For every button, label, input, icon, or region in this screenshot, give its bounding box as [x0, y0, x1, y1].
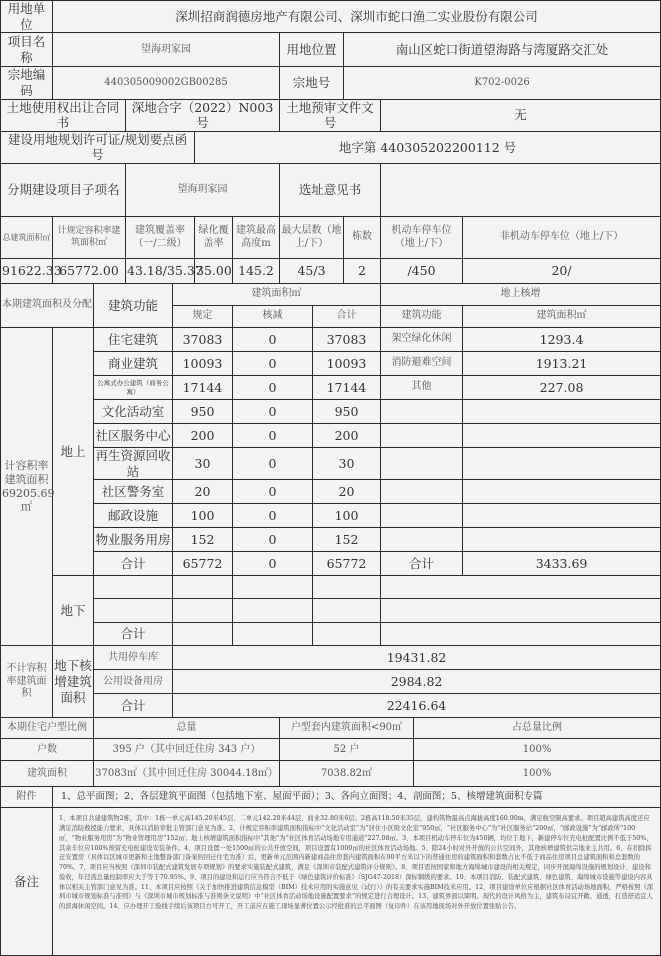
empty-cell [94, 576, 173, 599]
location-label: 用地位置 [280, 33, 344, 67]
total-cell: 100 [313, 504, 381, 528]
empty-cell [233, 599, 313, 623]
extra-area-cell: 1913.21 [463, 352, 661, 376]
cut-cell: 0 [233, 528, 313, 552]
above-ground-label: 地上 [53, 328, 94, 576]
cut-cell: 0 [233, 448, 313, 480]
stat-header: 机动车停车位（地上/下） [381, 217, 463, 259]
total-cell: 37083 [313, 328, 381, 352]
above-total-label: 合计 [94, 552, 173, 576]
extra-function-cell [381, 480, 463, 504]
cut-cell: 0 [233, 376, 313, 400]
extra-area-cell [463, 504, 661, 528]
empty-cell [313, 576, 381, 599]
project-name-label: 项目名称 [1, 33, 53, 67]
households-small: 52 户 [280, 739, 414, 761]
cut-total: 0 [233, 552, 313, 576]
total-cell: 30 [313, 448, 381, 480]
extra-area-cell [463, 400, 661, 424]
stat-header: 总建筑面积㎡ [1, 217, 53, 259]
far-area-label: 计容积率建筑面积 69205.69㎡ [1, 328, 53, 646]
households-label: 户数 [1, 739, 94, 761]
total-cell: 10093 [313, 352, 381, 376]
extra-total: 3433.69 [463, 552, 661, 576]
total-cell: 950 [313, 400, 381, 424]
stat-header: 栋数 [344, 217, 381, 259]
empty-cell [381, 623, 661, 646]
unit-ratio-header: 占总量比例 [414, 718, 661, 739]
function-cell: 社区警务室 [94, 480, 173, 504]
extra-function-cell: 消防避难空间 [381, 352, 463, 376]
function-header: 建筑功能 [94, 284, 173, 328]
permit-label: 建设用地规划许可证/规划要点函号 [1, 131, 195, 163]
extra-area-header: 建筑面积㎡ [463, 306, 661, 328]
floor-area-total: 37083㎡（其中回迁住房 30044.18㎡） [94, 761, 280, 787]
spec-cell: 200 [173, 424, 233, 448]
attachments-label: 附件 [1, 787, 53, 808]
non-far-label: 不计容积率建筑面积 [1, 646, 53, 718]
extra-function-header: 建筑功能 [381, 306, 463, 328]
cut-cell: 0 [233, 328, 313, 352]
subproject-value: 望海玥家园 [126, 164, 280, 217]
site-opinion-value [381, 164, 661, 217]
spec-cell: 10093 [173, 352, 233, 376]
stat-value: 91622.33 [1, 259, 53, 284]
spec-cell: 152 [173, 528, 233, 552]
non-far-value: 19431.82 [173, 646, 661, 670]
stat-header: 最大层数（地上/下） [280, 217, 344, 259]
extra-function-cell: 其他 [381, 376, 463, 400]
empty-cell [381, 576, 661, 599]
non-far-function: 共用停车库 [94, 646, 173, 670]
unit-small-header: 户型套内建筑面积<90㎡ [280, 718, 414, 739]
empty-cell [313, 623, 381, 646]
stat-value: 45/3 [280, 259, 344, 284]
stat-value: 35.00 [195, 259, 233, 284]
cut-cell: 0 [233, 480, 313, 504]
stat-header: 绿化覆盖率 [195, 217, 233, 259]
area-section-label: 本期建筑面积及分配 [1, 284, 94, 328]
cut-cell: 0 [233, 504, 313, 528]
project-name-value: 望海玥家园 [53, 33, 280, 67]
pre-review-label: 土地预审文件文号 [280, 99, 381, 131]
extra-function-cell [381, 448, 463, 480]
unit-ratio-label: 本期住宅户型比例 [1, 718, 94, 739]
empty-cell [94, 599, 173, 623]
extra-area-cell: 1293.4 [463, 328, 661, 352]
floor-area-small: 7038.82㎡ [280, 761, 414, 787]
stat-value: 65772.00 [53, 259, 126, 284]
unit-total-header: 总量 [94, 718, 280, 739]
empty-cell [173, 599, 233, 623]
cut-cell: 0 [233, 352, 313, 376]
cut-header: 核减 [233, 306, 313, 328]
total-cell: 152 [313, 528, 381, 552]
function-cell: 物业服务用房 [94, 528, 173, 552]
empty-cell [173, 576, 233, 599]
extra-function-cell [381, 400, 463, 424]
stat-header: 计规定容积率建筑面积㎡ [53, 217, 126, 259]
extra-total-label: 合计 [381, 552, 463, 576]
stat-header: 建筑覆盖率（一/二级） [126, 217, 195, 259]
cut-cell: 0 [233, 424, 313, 448]
stat-value: 2 [344, 259, 381, 284]
spec-cell: 37083 [173, 328, 233, 352]
permit-value: 地字第 440305202200112 号 [195, 131, 661, 163]
function-cell: 文化活动室 [94, 400, 173, 424]
cut-cell: 0 [233, 400, 313, 424]
contract-value: 深地合字（2022）N003 号 [126, 99, 280, 131]
total-total: 65772 [313, 552, 381, 576]
empty-cell [313, 599, 381, 623]
total-cell: 200 [313, 424, 381, 448]
spec-total: 65772 [173, 552, 233, 576]
non-far-value: 2984.82 [173, 670, 661, 694]
extra-function-cell [381, 504, 463, 528]
site-opinion-label: 选址意见书 [280, 164, 381, 217]
land-unit-label: 用地单位 [1, 1, 53, 33]
extra-area-cell [463, 528, 661, 552]
stat-value: 145.2 [233, 259, 280, 284]
empty-cell [381, 599, 661, 623]
households-ratio: 100% [414, 739, 661, 761]
extra-area-cell [463, 424, 661, 448]
parcel-no-value: K702-0026 [344, 67, 661, 99]
subproject-label: 分期建设项目子项名 [1, 164, 126, 217]
extra-area-cell [463, 448, 661, 480]
stat-header: 非机动车停车位（地上/下） [463, 217, 661, 259]
location-value: 南山区蛇口街道望海路与湾厦路交汇处 [344, 33, 661, 67]
below-total-label: 合计 [94, 623, 173, 646]
contract-label: 土地使用权出让合同书 [1, 99, 126, 131]
spec-cell: 17144 [173, 376, 233, 400]
function-cell: 公寓式办公建筑（商务公寓） [94, 376, 173, 400]
function-cell: 住宅建筑 [94, 328, 173, 352]
spec-cell: 30 [173, 448, 233, 480]
total-cell: 20 [313, 480, 381, 504]
empty-cell [233, 623, 313, 646]
empty-cell [233, 576, 313, 599]
function-cell: 再生资源回收站 [95, 448, 171, 479]
stat-value: 20/ [463, 259, 661, 284]
below-ground-label: 地下 [53, 576, 94, 646]
pre-review-value: 无 [381, 99, 661, 131]
spec-cell: 20 [173, 480, 233, 504]
extra-function-cell [381, 528, 463, 552]
stat-value: 43.18/35.37 [126, 259, 195, 284]
non-far-total: 22416.64 [173, 694, 661, 718]
spec-header: 规定 [173, 306, 233, 328]
stat-value: /450 [381, 259, 463, 284]
extra-function-cell [381, 424, 463, 448]
floor-area-label: 建筑面积 [1, 761, 94, 787]
extra-area-cell [463, 480, 661, 504]
notes-label: 备注 [1, 808, 53, 956]
total-header: 合计 [313, 306, 381, 328]
area-header: 建筑面积㎡ [173, 284, 381, 306]
parcel-code-label: 宗地编码 [1, 67, 53, 99]
floor-area-ratio: 100% [414, 761, 661, 787]
function-cell: 商业建筑 [94, 352, 173, 376]
function-cell: 社区服务中心 [94, 424, 173, 448]
parcel-no-label: 宗地号 [280, 67, 344, 99]
spec-cell: 950 [173, 400, 233, 424]
attachments-text: 1、总平面图；2、各层建筑平面图（包括地下室、屋面平面）；3、各向立面图；4、剖面图；5、核增建筑面积专篇 [53, 787, 661, 808]
function-cell: 邮政设施 [94, 504, 173, 528]
land-unit-value: 深圳招商润德房地产有限公司、深圳市蛇口渔二实业股份有限公司 [53, 1, 661, 33]
underground-extra-label: 地下核增建筑面积 [53, 646, 94, 718]
stat-header: 建筑最高高度m [233, 217, 280, 259]
parcel-code-value: 440305009002GB00285 [53, 67, 280, 99]
extra-header: 地上核增 [381, 284, 661, 306]
non-far-function: 公用设备用房 [94, 670, 173, 694]
households-total: 395 户（其中回迁住房 343 户） [94, 739, 280, 761]
notes-text: 1、本项目共建建筑物2栋，其中：1栋一单元高145.20米45层、二单元142.20米44层、商业32.80米6层；2栋高118.50米35层，建构筑物最高点海拔高度160.90m，满足航空限高要求。项目超高建筑高度还应满足消防救援能力要求，具体以消防审批主管部门意见为准。2、计规定容积率建筑面积指标中“文化活动室”为“居住小区级文化室”950㎡，“社区服务中心”为“社区服务站”200㎡，“邮政设施”为“邮政所”100㎡，“物业服务用房”为“物业管理用房”152㎡；地上核增建筑面积指标中“其他”为“社区体育活动场地专用通道”227.08㎡。3、本项目机动车停车位为450辆，均位于地下，新建停车位充电桩配置比例不低于50%，其余车位应100%预留充电桩建设安装条件。4、项目设置一处1500㎡的公共开放空间，项目设置有1000㎡的社区体育活动场地。5、除24小时对外开放的公共空间外，其他核增建筑供宗地业主共用。6、在扣除拆迁安置房（具体以区城市更新和土地整备部门备案的回迁住宅为准）后，更新单元范围内新建商品住房套内建筑面积在90平方米以下的普通住房的建筑面积和套数占比不低于商品住房项目总建筑面积和总套数的70%。7、项目应当按照《深圳市装配式建筑发展专项规划》的要求实施装配式建筑，满足《深圳市装配式建筑评分规则》。8、项目需按国家和地方海绵城市建设的相关规定，同步开展海绵设施的规划设计、建设和验收，年径流总量控制率应大于等于70.95%。9、项目的建设和运行应当符合不低于《绿色建筑评价标准》（SJG47-2018）深标铜级的要求。10、本项目消防、装配式建筑、绿色建筑、海绵城市设施等建设内容具体以相关主管部门意见为准。11、本项目应按照《关于加快推进建筑信息模型（BIM）技术应用的实施意见（试行）》的有关要求实施BIM技术应用。12、项目建设单位应根据社区体育活动场地面积，严格按照《深圳市城市规划标准与准则》与《深圳市城市规划标准与准则条文说明》中“社区体育活动场地设施配置要求”的规定进行合理设计。13、建筑界面以简明、现代的设计风格为主，建筑布局宜开敞、通透，打造舒适宜人的滨海休闲空间。14、应办理开工验线手续后该项目方可开工，开工前应在施工现场显著位置公示经批准的总平面图（复印件）在该用地现场对外开放位置张贴公告。 [53, 808, 661, 956]
extra-function-cell: 架空绿化休闲 [381, 328, 463, 352]
total-cell: 17144 [313, 376, 381, 400]
spec-cell: 100 [173, 504, 233, 528]
extra-area-cell: 227.08 [463, 376, 661, 400]
empty-cell [173, 623, 233, 646]
non-far-total-label: 合计 [94, 694, 173, 718]
